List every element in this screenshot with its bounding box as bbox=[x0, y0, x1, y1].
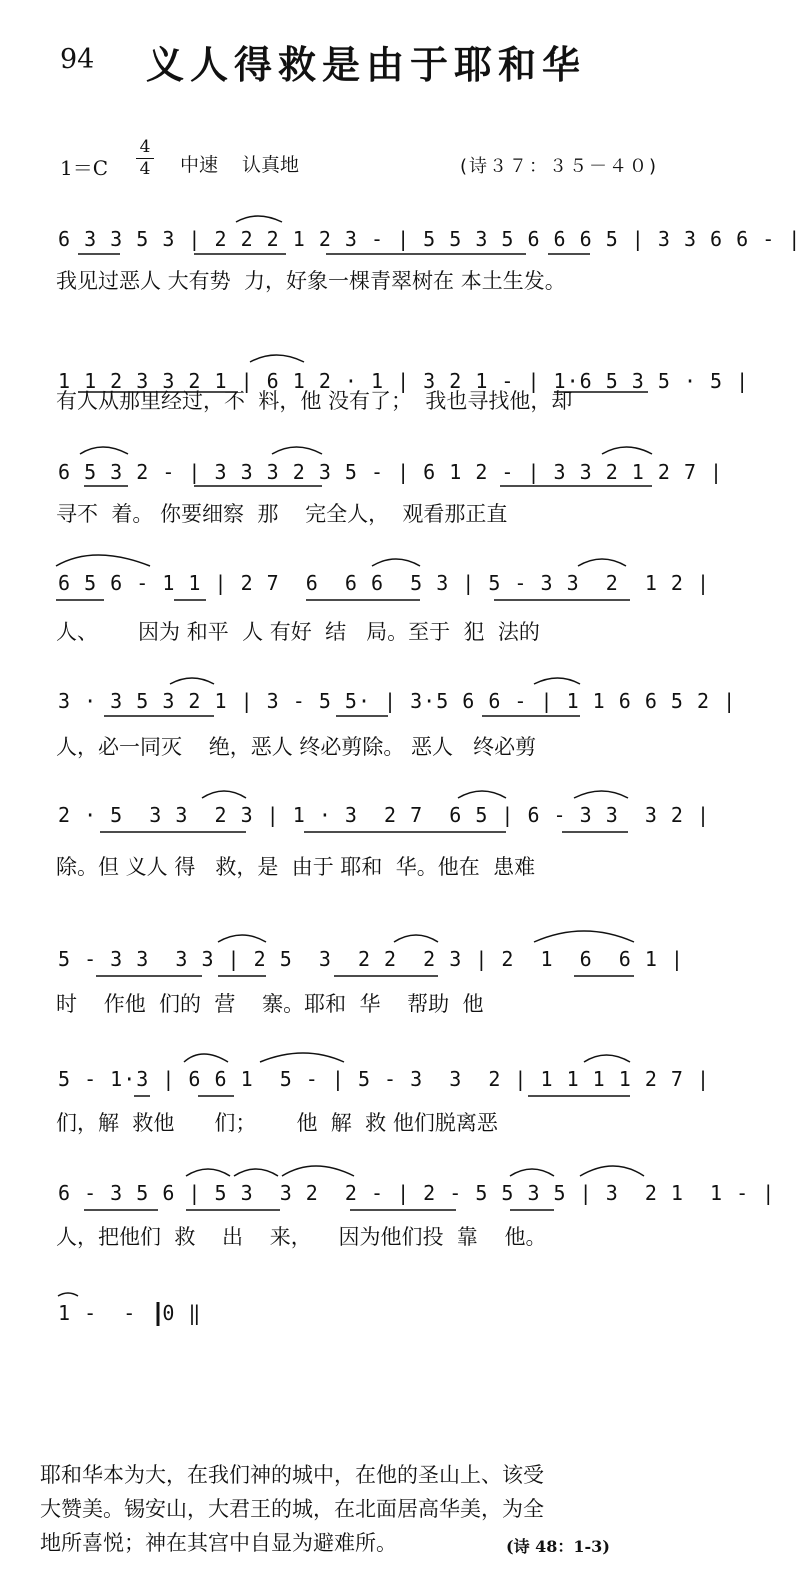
notation-line-5: 3 · 3 5 3 2 1 | 3 - 5 5· | 3·5 6 6 - | 1 1 6 6 5 2 | bbox=[58, 689, 737, 713]
lyric-line-6: 除。但 义人 得 救，是 由于 耶和 华。他在 患难 bbox=[56, 855, 536, 879]
tempo-marking: 中速 bbox=[180, 154, 219, 176]
lyric-line-9: 人，把他们 救 出 来， 因为他们投 靠 他。 bbox=[56, 1225, 547, 1249]
expression-marking: 认真地 bbox=[242, 154, 300, 176]
lyric-line-5: 人，必一同灭 绝，恶人 终必剪除。 恶人 终必剪 bbox=[56, 735, 537, 759]
lyric-line-7: 时 作他 们的 营 寨。耶和 华 帮助 他 bbox=[56, 992, 484, 1016]
time-signature-top: 4 bbox=[139, 137, 151, 157]
lyric-line-2: 有人从那里经过，不 料，他 没有了； 我也寻找他，却 bbox=[56, 389, 573, 413]
lyric-line-3: 寻不 着。 你要细察 那 完全人， 观看那正直 bbox=[56, 502, 508, 526]
notation-line-8: 5 - 1·3 | 6 6 1 5 - | 5 - 3 3 2 | 1 1 1 1 2 7 | bbox=[58, 1067, 711, 1091]
notation-line-7: 5 - 3 3 3 3 | 2 5 3 2 2 2 3 | 2 1 6 6 1 | bbox=[58, 947, 684, 971]
slur-marks-line-2 bbox=[54, 346, 750, 406]
slur-marks-line-4 bbox=[54, 548, 711, 608]
scripture-reference: (诗３７：３５－４０) bbox=[460, 156, 659, 177]
psalm-line-3: 地所喜悦；神在其宫中自显为避难所。 bbox=[40, 1531, 397, 1555]
slur-marks-line-9 bbox=[54, 1158, 776, 1218]
notation-line-3: 6 5 3 2 - | 3 3 3 2 3 5 - | 6 1 2 - | 3 3 2 1 2 7 | bbox=[58, 460, 724, 484]
key-signature: 1＝C bbox=[60, 156, 109, 180]
slur-marks-line-8 bbox=[54, 1044, 711, 1104]
slur-marks-line-6 bbox=[54, 780, 711, 840]
slur-marks-line-3 bbox=[54, 438, 724, 498]
time-signature bbox=[134, 138, 156, 179]
lyric-line-8: 们，解 救他 们； 他 解 救 他们脱离恶 bbox=[56, 1111, 498, 1135]
lyric-line-1: 我见过恶人 大有势 力，好象一棵青翠树在 本土生发。 bbox=[56, 269, 566, 293]
slur-marks-line-1 bbox=[54, 206, 801, 266]
page-number: 94 bbox=[60, 44, 95, 75]
slur-marks-line-5 bbox=[54, 668, 737, 728]
notation-line-6: 2 · 5 3 3 2 3 | 1 · 3 2 7 6 5 | 6 - 3 3 3 2 | bbox=[58, 803, 711, 827]
lyric-line-4: 人、 因为 和平 人 有好 结 局。至于 犯 法的 bbox=[56, 620, 540, 644]
psalm-reference: (诗 48：1-3) bbox=[506, 1537, 610, 1556]
psalm-line-2: 大赞美。锡安山，大君王的城，在北面居高华美，为全 bbox=[40, 1497, 544, 1521]
slur-marks-line-7 bbox=[54, 924, 684, 984]
time-signature-bottom: 4 bbox=[139, 159, 151, 179]
slur-marks-line-10 bbox=[54, 1280, 654, 1340]
notation-line-4: 6 5 6 - 1 1 | 2 7 6 6 6 5 3 | 5 - 3 3 2 1 2 | bbox=[58, 571, 711, 595]
song-title: 义人得救是由于耶和华 bbox=[146, 42, 587, 87]
notation-line-10: 1 - - 0 ‖ bbox=[58, 1301, 202, 1325]
notation-line-9: 6 - 3 5 6 | 5 3 3 2 2 - | 2 - 5 5 3 5 | 3 2 1 1 - | bbox=[58, 1181, 776, 1205]
notation-line-1: 6 3 3 5 3 | 2 2 2 1 2 3 - | 5 5 3 5 6 6 6 5 | 3 3 6 6 - | bbox=[58, 227, 801, 251]
psalm-line-1: 耶和华本为大，在我们神的城中，在他的圣山上、该受 bbox=[40, 1463, 544, 1487]
notation-line-2: 1 1 2 3 3 2 1 | 6 1 2 · 1 | 3 2 1 - | 1·6 5 3 5 · 5 | bbox=[58, 369, 750, 393]
